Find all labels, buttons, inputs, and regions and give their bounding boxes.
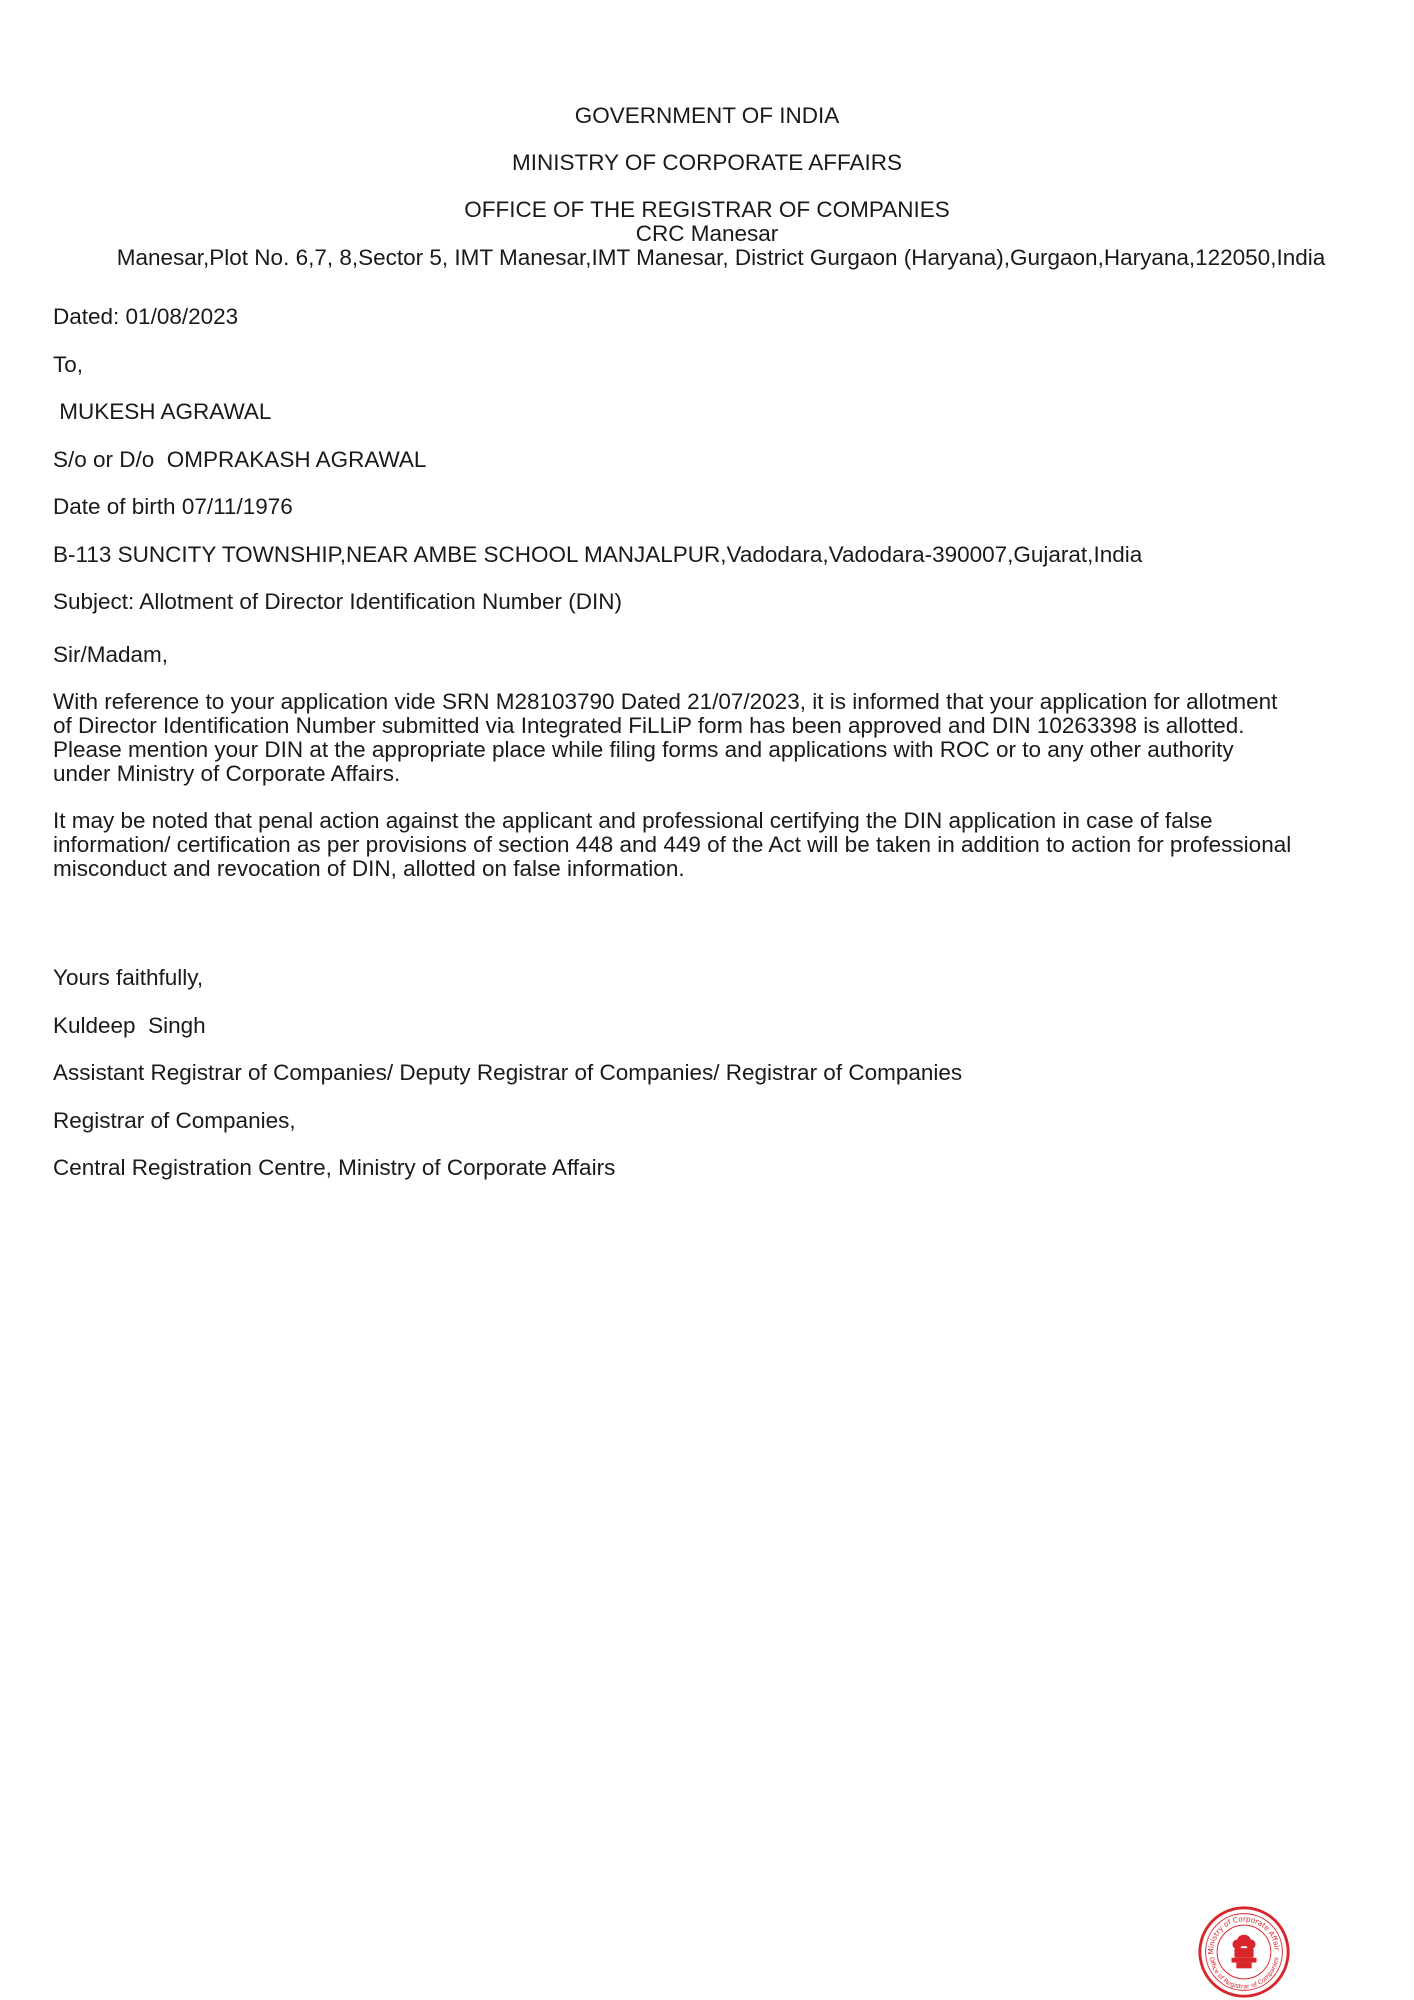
paragraph-line: under Ministry of Corporate Affairs. [53,761,401,786]
paragraph-line: Please mention your DIN at the appropriate place while filing forms and applications with ROC or to any other authority [53,737,1234,762]
to-line: To, [53,352,84,377]
recipient-dob: Date of birth 07/11/1976 [53,494,293,519]
recipient-address: B-113 SUNCITY TOWNSHIP,NEAR AMBE SCHOOL MANJALPUR,Vadodara,Vadodara-390007,Gujarat,India [53,542,1143,567]
signatory-office: Registrar of Companies, [53,1108,296,1133]
header-crc: CRC Manesar [635,221,779,246]
paragraph-line: It may be noted that penal action against the applicant and professional certifying the DIN application in case of false [53,808,1213,833]
header-office: OFFICE OF THE REGISTRAR OF COMPANIES [464,197,950,222]
subject-line: Subject: Allotment of Director Identification Number (DIN) [53,589,622,614]
paragraph-line: of Director Identification Number submitted via Integrated FiLLiP form has been approved and DIN 10263398 is allotted. [53,713,1245,738]
paragraph-penal-action [53,809,1393,881]
recipient-name: MUKESH AGRAWAL [53,399,272,424]
signatory-name: Kuldeep Singh [53,1013,206,1038]
paragraph-allotment [53,690,1393,786]
paragraph-line: With reference to your application vide SRN M28103790 Dated 21/07/2023, it is informed that your application for allotment [53,689,1278,714]
signatory-centre: Central Registration Centre, Ministry of Corporate Affairs [53,1155,616,1180]
salutation: Sir/Madam, [53,642,169,667]
seal-top-text: Ministry of Corporate Affairs [1206,1914,1282,1955]
recipient-relation: S/o or D/o OMPRAKASH AGRAWAL [53,447,427,472]
signatory-designation: Assistant Registrar of Companies/ Deputy Registrar of Companies/ Registrar of Companies [53,1060,963,1085]
closing: Yours faithfully, [53,965,204,990]
header-address: Manesar,Plot No. 6,7, 8,Sector 5, IMT Manesar,IMT Manesar, District Gurgaon (Haryana),Gurgaon,Haryana,122050,India [116,245,1326,270]
seal-bottom-text: Office of Registrar of Companies [1207,1956,1281,1991]
header-government: GOVERNMENT OF INDIA [574,103,840,128]
header-ministry: MINISTRY OF CORPORATE AFFAIRS [511,150,903,175]
paragraph-line: misconduct and revocation of DIN, allotted on false information. [53,856,685,881]
emblem-icon [1232,1935,1257,1969]
paragraph-line: information/ certification as per provisions of section 448 and 449 of the Act will be taken in addition to action for professional [53,832,1292,857]
ministry-seal-icon [1196,1904,1292,2000]
dated: Dated: 01/08/2023 [53,304,239,329]
